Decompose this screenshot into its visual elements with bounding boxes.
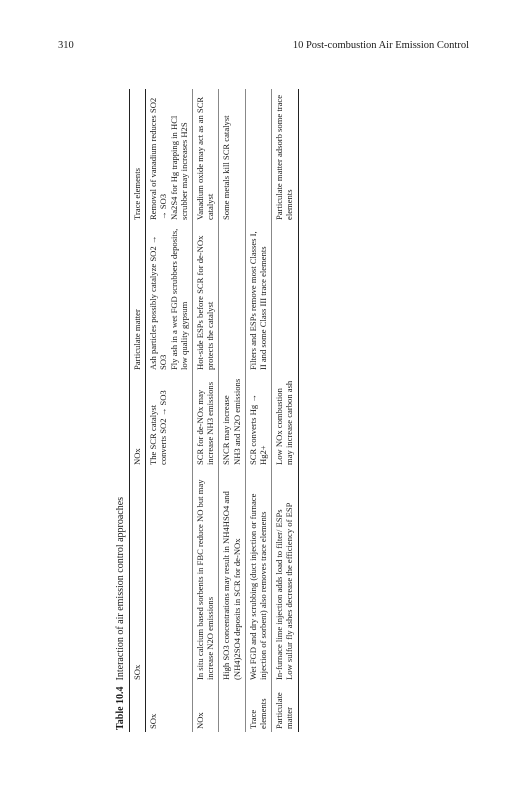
column-header — [130, 684, 146, 732]
table-cell: Vanadium oxide may act as an SCR catalyst — [193, 89, 219, 224]
table-cell: Particulate matter adsorb some trace elements — [272, 89, 298, 224]
table-title: Interaction of air emission control approaches — [115, 496, 126, 681]
page-header — [58, 40, 469, 54]
table-cell: Wet FGD and dry scrubbing (duct injection or furnace injection of sorbent) also removes trace elements — [245, 469, 271, 684]
cell-line: Na2S4 for Hg trapping in HCl scrubber may increases H2S — [168, 115, 189, 220]
row-header: NOx — [193, 684, 219, 732]
table-cell — [146, 224, 193, 374]
table-cell: SCR converts Hg → Hg2+ — [245, 374, 271, 469]
rotated-table-block — [115, 87, 480, 732]
table-cell — [272, 469, 298, 684]
table-cell: Some metals kill SCR catalyst — [219, 89, 245, 224]
table-cell: SCR for de-NOx may increase NH3 emissions — [193, 374, 219, 469]
row-header: Particulate matter — [272, 684, 298, 732]
column-header: SOx — [130, 469, 146, 684]
table-cell — [146, 89, 193, 224]
table-cell: Filters and ESPs remove most Classes I, II and some Class III trace elements — [245, 224, 271, 374]
chapter-title: 10 Post-combustion Air Emission Control — [292, 40, 469, 51]
column-header: Particulate matter — [130, 224, 146, 374]
cell-line: Removal of vanadium reduces SO2 → SO3 — [148, 97, 169, 220]
table-header-row — [130, 89, 146, 732]
table-cell: Hot-side ESPs before SCR for de-NOx protects the catalyst — [193, 224, 219, 374]
table-row — [193, 89, 219, 732]
table-row — [245, 89, 271, 732]
table-cell: SNCR may increase NH3 and N2O emissions — [219, 374, 245, 469]
column-header: NOx — [130, 374, 146, 469]
cell-line: Fly ash in a wet FGD scrubbers deposits, low quality gypsum — [168, 228, 189, 370]
table-cell — [245, 89, 271, 224]
table-cell — [219, 224, 245, 374]
table-row — [146, 89, 193, 732]
table-row — [219, 89, 245, 732]
row-header — [219, 684, 245, 732]
cell-line: Ash particles possibly catalyze SO2 → SO3 — [148, 235, 169, 370]
column-header: Trace elements — [130, 89, 146, 224]
table-cell — [272, 224, 298, 374]
table-cell: The SCR catalyst converts SO2 → SO3 — [146, 374, 193, 469]
cell-line: Low sulfur fly ashes decrease the efficiency of ESP — [284, 502, 295, 680]
row-header: SOx — [146, 684, 193, 732]
table-cell: Low NOx combustion may increase carbon ash — [272, 374, 298, 469]
page-number: 310 — [58, 40, 74, 51]
interaction-table — [129, 89, 299, 732]
table-cell — [146, 469, 193, 684]
table-cell: In situ calcium based sorbents in FBC reduce NO but may increase N2O emissions — [193, 469, 219, 684]
table-row — [272, 89, 298, 732]
table-cell: High SO3 concentrations may result in NH4HSO4 and (NH4)2SO4 deposits in SCR for de-NOx — [219, 469, 245, 684]
row-header: Trace elements — [245, 684, 271, 732]
table-caption — [115, 87, 129, 732]
table-label: Table 10.4 — [115, 686, 126, 730]
cell-line: In-furnace lime injection adds load to filter/ ESPs — [274, 509, 285, 680]
